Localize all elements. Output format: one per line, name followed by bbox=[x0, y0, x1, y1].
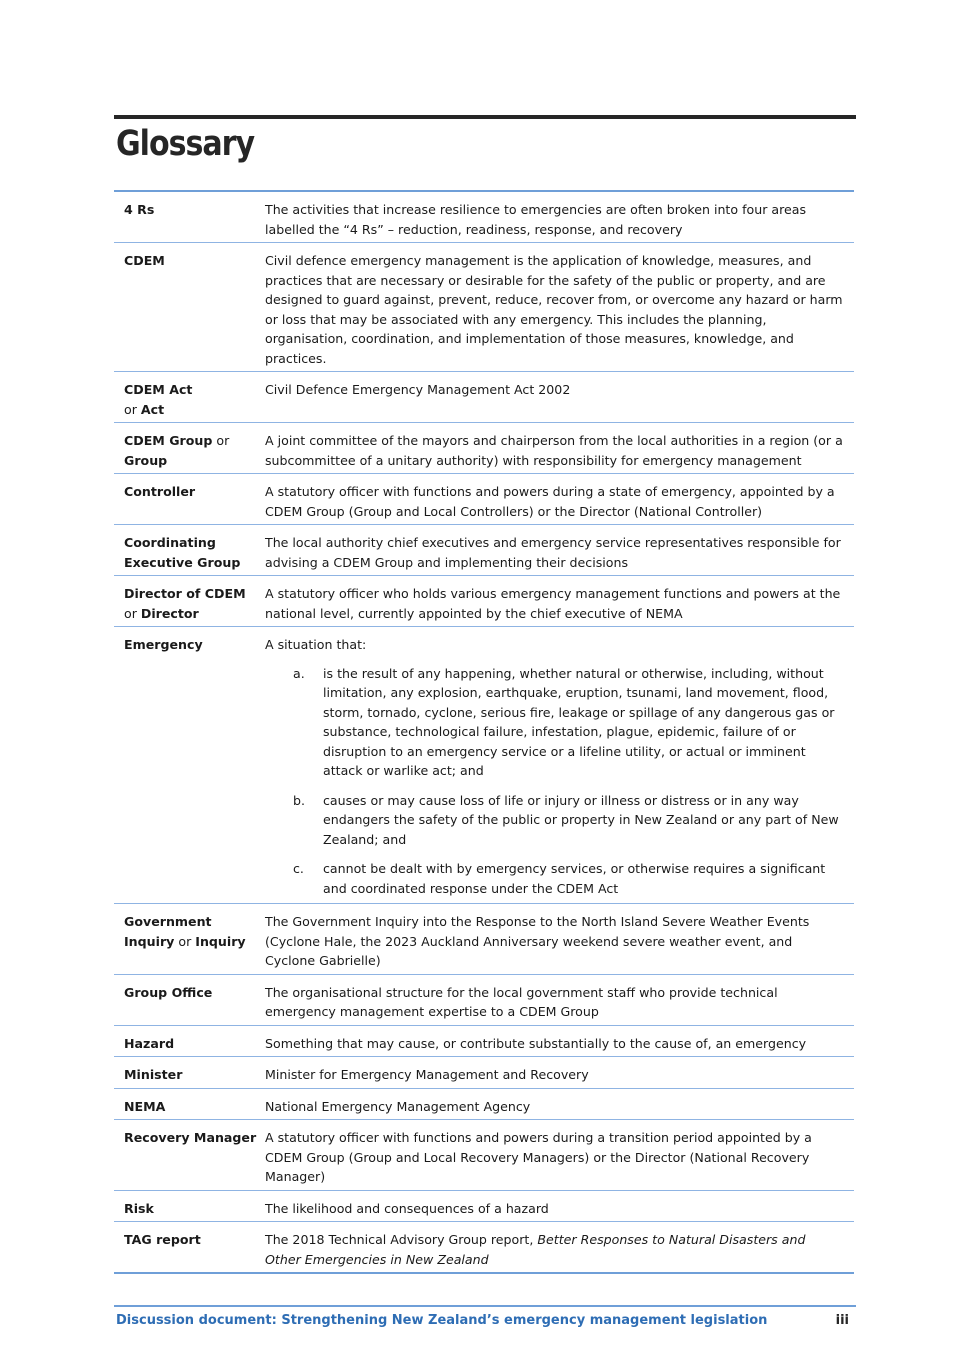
glossary-term bbox=[114, 474, 265, 524]
glossary-row bbox=[114, 576, 854, 627]
definition-text: The local authority chief executives and emergency service representatives responsible for advising a CDEM Group and implementing their decisions bbox=[265, 535, 841, 570]
definition-text: A situation that: bbox=[265, 637, 367, 652]
sublist-text: causes or may cause loss of life or injury or illness or distress or in any way endangers the safety of the public or property in New Zealand or any part of New Zealand; and bbox=[323, 792, 839, 847]
glossary-definition bbox=[265, 1222, 854, 1272]
page-number: iii bbox=[835, 1313, 849, 1328]
glossary-term bbox=[114, 1026, 265, 1057]
term-bold-text: Recovery Manager bbox=[124, 1130, 257, 1145]
glossary-definition bbox=[265, 576, 854, 626]
glossary-definition bbox=[265, 1089, 854, 1120]
glossary-row bbox=[114, 1222, 854, 1274]
term-bold-text: Inquiry bbox=[195, 933, 246, 949]
term-bold-text: Controller bbox=[124, 484, 196, 499]
glossary-row bbox=[114, 474, 854, 525]
definition-text: The likelihood and consequences of a hazard bbox=[265, 1200, 549, 1216]
glossary-definition bbox=[265, 1191, 854, 1222]
sublist-item bbox=[265, 664, 844, 781]
glossary-definition bbox=[265, 1026, 854, 1057]
glossary-term bbox=[114, 423, 265, 473]
definition-italic-text: Better Responses to Natural Disasters and Other Emergencies in New Zealand bbox=[265, 1232, 806, 1267]
definition-text: A statutory officer with functions and powers during a transition period appointed by a CDEM Group (Group and Local Recovery Managers) or the Director (National Recovery Manager) bbox=[265, 1130, 812, 1184]
glossary-definition bbox=[265, 525, 854, 575]
glossary-row bbox=[114, 192, 854, 243]
footer-document-title: Discussion document: Strengthening New Zealand’s emergency management legislation bbox=[116, 1313, 768, 1328]
glossary-term bbox=[114, 627, 265, 903]
definition-text: National Emergency Management Agency bbox=[265, 1098, 531, 1114]
term-bold-text: 4 Rs bbox=[124, 202, 155, 217]
term-text: or bbox=[212, 433, 230, 448]
term-bold-text: Coordinating Executive Group bbox=[124, 535, 241, 570]
definition-text: A joint committee of the mayors and chairperson from the local authorities in a region (or a subcommittee of a unitary authority) with responsibility for emergency management bbox=[265, 433, 843, 468]
sublist-marker: a. bbox=[293, 665, 305, 681]
glossary-definition bbox=[265, 474, 854, 524]
definition-text: Something that may cause, or contribute substantially to the cause of, an emergency bbox=[265, 1035, 807, 1051]
glossary-term bbox=[114, 1222, 265, 1272]
glossary-definition bbox=[265, 1120, 854, 1190]
sublist-marker: c. bbox=[293, 861, 304, 876]
sublist-item bbox=[265, 791, 844, 850]
glossary-row bbox=[114, 1191, 854, 1223]
definition-text: The organisational structure for the local government staff who provide technical emergency management expertise to a CDEM Group bbox=[265, 984, 778, 1019]
glossary-row bbox=[114, 423, 854, 474]
glossary-term bbox=[114, 192, 265, 242]
glossary-row bbox=[114, 1120, 854, 1191]
definition-text: Civil Defence Emergency Management Act 2002 bbox=[265, 382, 571, 397]
definition-text: The 2018 Technical Advisory Group report, bbox=[265, 1232, 538, 1247]
term-bold-text: Minister bbox=[124, 1067, 183, 1082]
glossary-term bbox=[114, 372, 265, 422]
glossary-term bbox=[114, 1120, 265, 1190]
term-bold-text: TAG report bbox=[124, 1232, 201, 1247]
glossary-definition bbox=[265, 243, 854, 371]
term-bold-text: CDEM Act bbox=[124, 382, 193, 397]
sublist-item bbox=[265, 859, 844, 898]
page-title: Glossary bbox=[116, 124, 255, 164]
definition-text: The Government Inquiry into the Response to the North Island Severe Weather Events (Cyclone Hale, the 2023 Auckland Anniversary weekend severe weather event, and Cyclone Gabrielle) bbox=[265, 914, 810, 968]
term-bold-text: Act bbox=[140, 401, 165, 417]
term-bold-text: Government Inquiry bbox=[124, 914, 212, 949]
term-text: or bbox=[174, 933, 196, 949]
term-bold-text: Group bbox=[124, 452, 168, 468]
term-text: or bbox=[124, 401, 141, 417]
term-bold-text: Emergency bbox=[124, 637, 203, 652]
glossary-row bbox=[114, 372, 854, 423]
glossary-row bbox=[114, 243, 854, 372]
glossary-row bbox=[114, 904, 854, 975]
term-bold-text: Group Office bbox=[124, 984, 213, 1000]
footer-rule bbox=[114, 1305, 856, 1307]
glossary-row bbox=[114, 627, 854, 904]
definition-sublist bbox=[265, 664, 844, 899]
glossary-row bbox=[114, 1089, 854, 1121]
glossary-term bbox=[114, 525, 265, 575]
glossary-definition bbox=[265, 192, 854, 242]
definition-text: Minister for Emergency Management and Recovery bbox=[265, 1067, 589, 1082]
term-bold-text: CDEM bbox=[124, 253, 165, 268]
term-bold-text: Risk bbox=[124, 1200, 154, 1216]
glossary-term bbox=[114, 576, 265, 626]
glossary-row bbox=[114, 1026, 854, 1058]
glossary-term bbox=[114, 904, 265, 974]
glossary-table bbox=[114, 190, 854, 1274]
term-bold-text: Director of CDEM bbox=[124, 586, 246, 601]
glossary-definition bbox=[265, 423, 854, 473]
glossary-term bbox=[114, 975, 265, 1025]
glossary-row bbox=[114, 975, 854, 1026]
glossary-term bbox=[114, 1191, 265, 1222]
term-bold-text: CDEM Group bbox=[124, 433, 213, 448]
glossary-definition bbox=[265, 904, 854, 974]
sublist-text: cannot be dealt with by emergency services, or otherwise requires a significant and coordinated response under the CDEM Act bbox=[323, 861, 826, 896]
glossary-definition bbox=[265, 1057, 854, 1088]
glossary-term bbox=[114, 1057, 265, 1088]
term-bold-text: NEMA bbox=[124, 1098, 166, 1114]
title-rule bbox=[114, 115, 856, 119]
term-bold-text: Director bbox=[140, 605, 199, 621]
term-text: or bbox=[124, 605, 141, 621]
sublist-marker: b. bbox=[293, 792, 305, 808]
definition-text: A statutory officer with functions and powers during a state of emergency, appointed by a CDEM Group (Group and Local Controllers) or the Director (National Controller) bbox=[265, 484, 835, 519]
definition-text: The activities that increase resilience to emergencies are often broken into four areas labelled the “4 Rs” – reduction, readiness, response, and recovery bbox=[265, 202, 807, 237]
glossary-row bbox=[114, 525, 854, 576]
term-bold-text: Hazard bbox=[124, 1035, 175, 1051]
glossary-definition bbox=[265, 372, 854, 422]
definition-text: A statutory officer who holds various emergency management functions and powers at the national level, currently appointed by the chief executive of NEMA bbox=[265, 586, 841, 621]
glossary-definition bbox=[265, 627, 854, 903]
definition-text: Civil defence emergency management is the application of knowledge, measures, and practices that are necessary or desirable for the safety of the public or property, and are designed to guard against, prevent, reduce, recover from, or overcome any hazard or harm or loss that may be associated with any emergency. This includes the planning, organisation, coordination, and implementation of those measures, knowledge, and practices. bbox=[265, 253, 843, 366]
glossary-row bbox=[114, 1057, 854, 1089]
glossary-term bbox=[114, 243, 265, 371]
sublist-text: is the result of any happening, whether natural or otherwise, including, without limitation, any explosion, earthquake, eruption, tsunami, land movement, flood, storm, tornado, cyclone, serious fire, leakage or spillage of any dangerous gas or substance, technological failure, infestation, plague, epidemic, failure of or disruption to an emergency service or a lifeline utility, or actual or imminent attack or warlike act; and bbox=[323, 665, 835, 778]
glossary-term bbox=[114, 1089, 265, 1120]
glossary-definition bbox=[265, 975, 854, 1025]
